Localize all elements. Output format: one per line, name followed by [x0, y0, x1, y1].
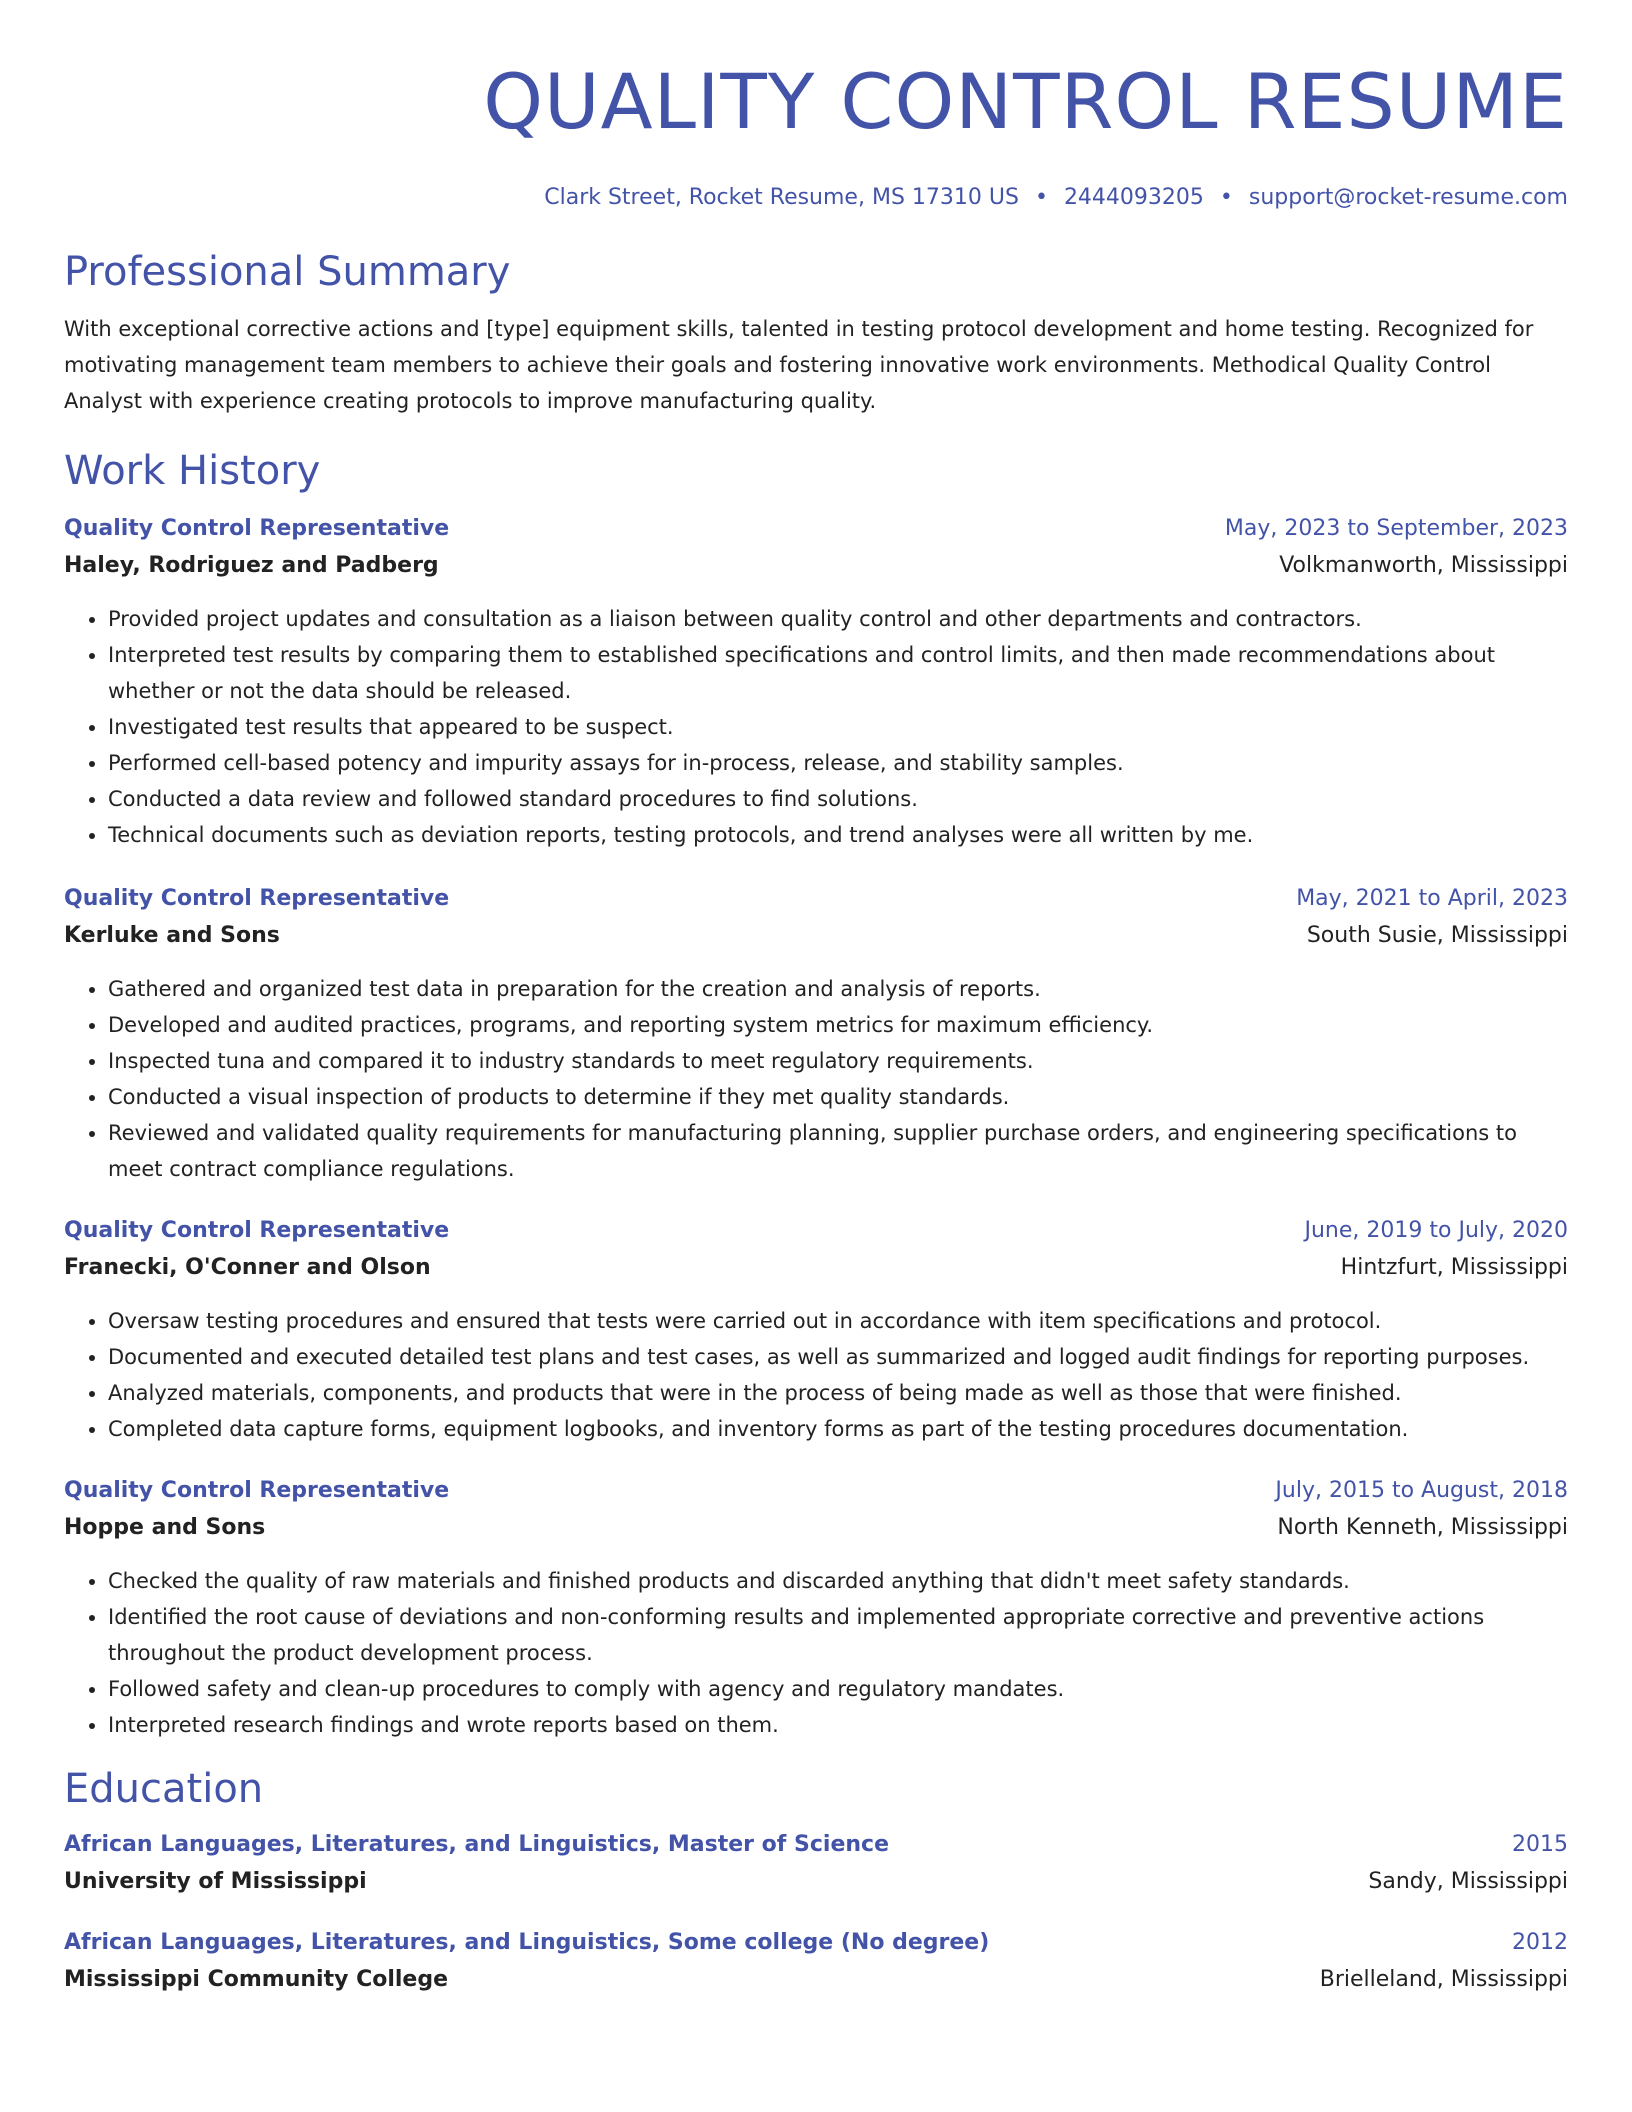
- job-location: Hintzfurt, Mississippi: [1340, 1255, 1568, 1280]
- job-bullet: • Analyzed materials, components, and products that were in the process of being made as well as those that were finished.: [108, 1375, 1568, 1411]
- job-bullet: • Followed safety and clean-up procedures to comply with agency and regulatory mandates.: [108, 1671, 1568, 1707]
- education-degree: African Languages, Literatures, and Linguistics, Master of Science: [64, 1832, 889, 1857]
- job-bullets: [64, 601, 1568, 853]
- education-list: [64, 1827, 1568, 1999]
- education-header-row: [64, 1925, 1568, 1961]
- education-school-row: [64, 1961, 1568, 1999]
- education-school: University of Mississippi: [64, 1869, 367, 1894]
- job-company: Kerluke and Sons: [64, 923, 280, 948]
- education-header-row: [64, 1827, 1568, 1863]
- contact-separator: •: [1219, 185, 1233, 210]
- job-dates: July, 2015 to August, 2018: [1275, 1478, 1568, 1503]
- resume-title: QUALITY CONTROL RESUME: [483, 57, 1568, 146]
- job-bullet: • Conducted a data review and followed standard procedures to find solutions.: [108, 781, 1568, 817]
- job-company-row: [64, 1249, 1568, 1287]
- job-bullet: • Completed data capture forms, equipment logbooks, and inventory forms as part of the testing procedures documentation.: [108, 1411, 1568, 1447]
- job-entry: [64, 511, 1568, 853]
- job-bullet: • Inspected tuna and compared it to industry standards to meet regulatory requirements.: [108, 1043, 1568, 1079]
- job-entry: [64, 1213, 1568, 1447]
- job-company: Franecki, O'Conner and Olson: [64, 1255, 431, 1280]
- job-header-row: [64, 1473, 1568, 1509]
- education-year: 2012: [1512, 1930, 1568, 1955]
- education-location: Brielleland, Mississippi: [1319, 1967, 1568, 1992]
- job-bullets: [64, 1303, 1568, 1447]
- job-title: Quality Control Representative: [64, 1218, 450, 1243]
- job-bullet: • Checked the quality of raw materials and finished products and discarded anything that didn't meet safety standards.: [108, 1563, 1568, 1599]
- job-dates: June, 2019 to July, 2020: [1304, 1218, 1568, 1243]
- job-entry: [64, 1473, 1568, 1743]
- job-header-row: [64, 881, 1568, 917]
- job-bullet: • Reviewed and validated quality requirements for manufacturing planning, supplier purchase orders, and engineering specifications to meet contract compliance regulations.: [108, 1115, 1568, 1187]
- job-bullet: • Provided project updates and consultation as a liaison between quality control and other departments and contractors.: [108, 601, 1568, 637]
- education-location: Sandy, Mississippi: [1368, 1869, 1568, 1894]
- education-entry: [64, 1827, 1568, 1901]
- job-bullets: [64, 971, 1568, 1187]
- summary-heading: Professional Summary: [64, 249, 511, 295]
- contact-email: support@rocket-resume.com: [1248, 185, 1568, 210]
- summary-text: With exceptional corrective actions and [type] equipment skills, talented in testing protocol development and home testing. Recognized for motivating management team members to achieve their goals and fostering innovative work environments. Methodical Quality Control Analyst with experience creating protocols to improve manufacturing quality.: [64, 317, 1534, 413]
- job-header-row: [64, 1213, 1568, 1249]
- education-heading: Education: [64, 1766, 264, 1812]
- job-company-row: [64, 917, 1568, 955]
- job-bullet: • Technical documents such as deviation reports, testing protocols, and trend analyses were all written by me.: [108, 817, 1568, 853]
- contact-phone: 2444093205: [1063, 185, 1204, 210]
- job-bullet: • Performed cell-based potency and impurity assays for in-process, release, and stability samples.: [108, 745, 1568, 781]
- contact-line: [64, 184, 1568, 212]
- job-company-row: [64, 547, 1568, 585]
- job-bullet: • Interpreted test results by comparing them to established specifications and control limits, and then made recommendations about whether or not the data should be released.: [108, 637, 1568, 709]
- education-degree: African Languages, Literatures, and Linguistics, Some college (No degree): [64, 1930, 990, 1955]
- job-title: Quality Control Representative: [64, 1478, 450, 1503]
- work-history-list: [64, 511, 1568, 1743]
- education-school: Mississippi Community College: [64, 1967, 449, 1992]
- job-location: North Kenneth, Mississippi: [1277, 1515, 1568, 1540]
- job-bullet: • Conducted a visual inspection of products to determine if they met quality standards.: [108, 1079, 1568, 1115]
- job-company-row: [64, 1509, 1568, 1547]
- job-title: Quality Control Representative: [64, 516, 450, 541]
- job-location: Volkmanworth, Mississippi: [1279, 553, 1568, 578]
- job-bullet: • Gathered and organized test data in preparation for the creation and analysis of reports.: [108, 971, 1568, 1007]
- job-bullet: • Oversaw testing procedures and ensured that tests were carried out in accordance with item specifications and protocol.: [108, 1303, 1568, 1339]
- job-bullet: • Documented and executed detailed test plans and test cases, as well as summarized and logged audit findings for reporting purposes.: [108, 1339, 1568, 1375]
- education-year: 2015: [1512, 1832, 1568, 1857]
- education-entry: [64, 1925, 1568, 1999]
- job-entry: [64, 881, 1568, 1187]
- job-bullets: [64, 1563, 1568, 1743]
- job-company: Hoppe and Sons: [64, 1515, 266, 1540]
- job-title: Quality Control Representative: [64, 886, 450, 911]
- education-school-row: [64, 1863, 1568, 1901]
- job-bullet: • Developed and audited practices, programs, and reporting system metrics for maximum efficiency.: [108, 1007, 1568, 1043]
- job-bullet: • Identified the root cause of deviations and non-conforming results and implemented appropriate corrective and preventive actions throughout the product development process.: [108, 1599, 1568, 1671]
- job-company: Haley, Rodriguez and Padberg: [64, 553, 439, 578]
- job-bullet: • Interpreted research findings and wrote reports based on them.: [108, 1707, 1568, 1743]
- job-header-row: [64, 511, 1568, 547]
- job-bullet: • Investigated test results that appeared to be suspect.: [108, 709, 1568, 745]
- job-dates: May, 2023 to September, 2023: [1224, 516, 1568, 541]
- contact-address: Clark Street, Rocket Resume, MS 17310 US: [544, 185, 1019, 210]
- contact-separator: •: [1034, 185, 1048, 210]
- work-history-heading: Work History: [64, 448, 321, 494]
- job-dates: May, 2021 to April, 2023: [1296, 886, 1568, 911]
- job-location: South Susie, Mississippi: [1306, 923, 1568, 948]
